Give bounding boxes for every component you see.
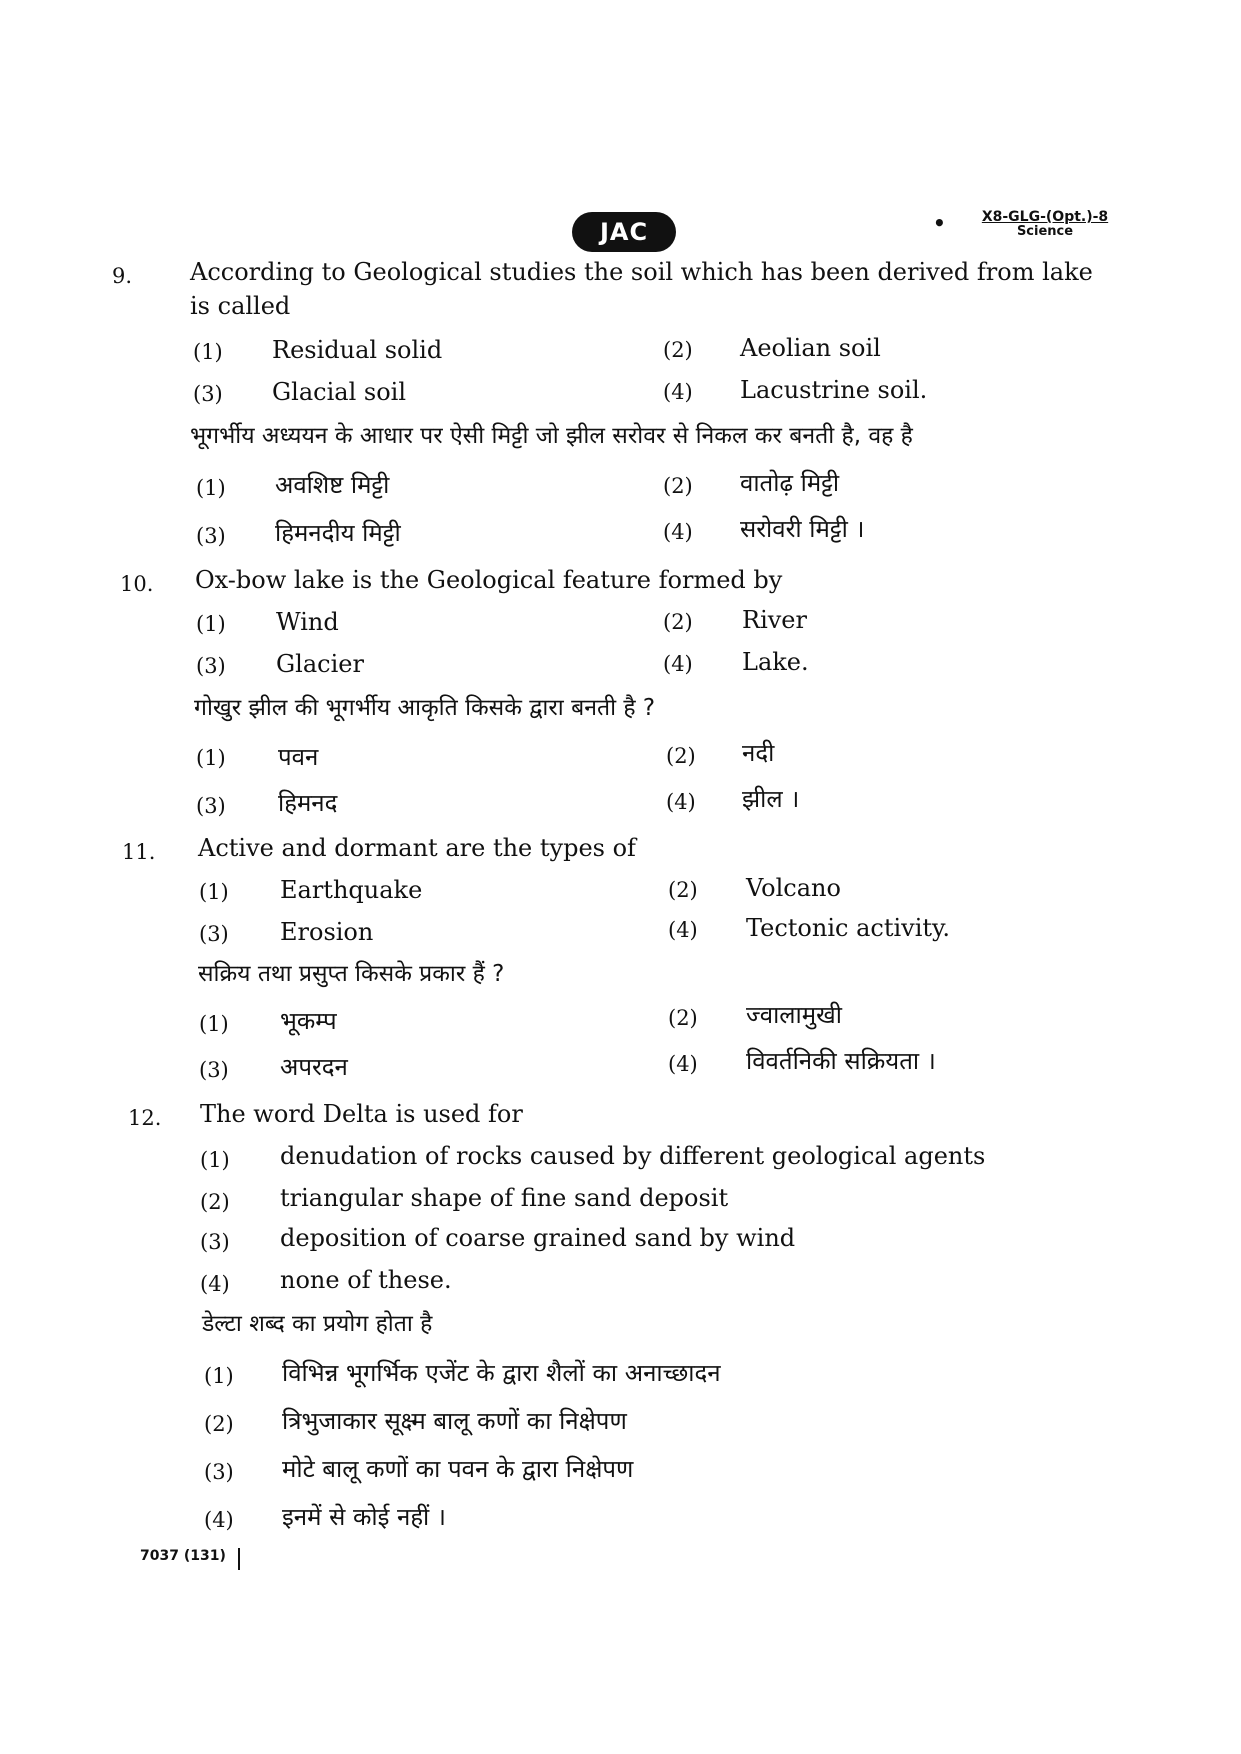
option-label: (2) <box>666 744 696 768</box>
option-label: (1) <box>200 1148 230 1172</box>
option-label: (1) <box>199 1012 229 1036</box>
option-label: (1) <box>193 340 223 364</box>
question-9-text-en-line1: According to Geological studies the soil which has been derived from lake <box>190 258 1093 286</box>
question-10-text-hi: गोखुर झील की भूगर्भीय आकृति किसके द्वारा बनती है ? <box>194 695 656 721</box>
paper-code <box>933 209 1135 240</box>
option-label: (2) <box>668 1006 698 1030</box>
question-11-option-2-hi: ज्वालामुखी <box>746 1001 842 1029</box>
question-10-number: 10. <box>120 572 154 596</box>
paper-subject: Science <box>1016 224 1074 240</box>
question-11-option-3-en: Erosion <box>280 918 374 946</box>
question-9-option-2-en: Aeolian soil <box>740 334 881 362</box>
option-label: (3) <box>199 922 229 946</box>
option-label: (1) <box>199 880 229 904</box>
option-label: (2) <box>663 338 693 362</box>
question-9-option-4-hi: सरोवरी मिट्टी । <box>740 515 865 543</box>
question-10-option-3-en: Glacier <box>276 650 364 678</box>
option-label: (4) <box>668 918 698 942</box>
question-10-option-1-hi: पवन <box>278 743 319 771</box>
question-12-option-1-en: denudation of rocks caused by different geological agents <box>280 1142 986 1170</box>
jac-badge: JAC <box>572 212 676 252</box>
option-label: (1) <box>204 1364 234 1388</box>
question-12-text-hi: डेल्टा शब्द का प्रयोग होता है <box>202 1311 433 1337</box>
question-10-option-1-en: Wind <box>276 608 339 636</box>
option-label: (3) <box>196 524 226 548</box>
question-9-option-3-en: Glacial soil <box>272 378 407 406</box>
option-label: (4) <box>200 1272 230 1296</box>
option-label: (1) <box>196 612 226 636</box>
option-label: (3) <box>204 1460 234 1484</box>
question-11-option-4-en: Tectonic activity. <box>746 914 951 942</box>
question-12-option-2-hi: त्रिभुजाकार सूक्ष्म बालू कणों का निक्षेपण <box>282 1407 627 1435</box>
question-12-option-2-en: triangular shape of fine sand deposit <box>280 1184 729 1212</box>
option-label: (4) <box>666 790 696 814</box>
option-label: (3) <box>199 1058 229 1082</box>
option-label: (1) <box>196 476 226 500</box>
question-10-option-4-hi: झील । <box>742 785 800 813</box>
option-label: (1) <box>196 746 226 770</box>
option-label: (4) <box>663 652 693 676</box>
question-11-option-3-hi: अपरदन <box>280 1053 348 1081</box>
question-11-option-2-en: Volcano <box>746 874 841 902</box>
option-label: (2) <box>663 610 693 634</box>
question-11-number: 11. <box>122 840 156 864</box>
option-label: (3) <box>196 794 226 818</box>
question-10-option-2-hi: नदी <box>742 739 775 767</box>
option-label: (4) <box>663 520 693 544</box>
question-12-option-3-en: deposition of coarse grained sand by wind <box>280 1224 796 1252</box>
option-label: (2) <box>663 474 693 498</box>
question-9-option-3-hi: हिमनदीय मिट्टी <box>275 519 401 547</box>
option-label: (2) <box>668 878 698 902</box>
question-9-text-en-line2: is called <box>190 292 291 320</box>
option-label: (3) <box>196 654 226 678</box>
question-10-option-4-en: Lake. <box>742 648 809 676</box>
option-label: (4) <box>204 1508 234 1532</box>
paper-code-line1: X8-GLG-(Opt.)-8 <box>981 209 1109 225</box>
question-9-number: 9. <box>112 264 133 288</box>
question-11-text-en: Active and dormant are the types of <box>198 834 636 862</box>
option-label: (2) <box>200 1190 230 1214</box>
question-9-option-2-hi: वातोढ़ मिट्टी <box>740 469 840 497</box>
option-label: (3) <box>200 1230 230 1254</box>
question-12-option-1-hi: विभिन्न भूगर्भिक एजेंट के द्वारा शैलों का अनाच्छादन <box>282 1359 721 1387</box>
question-9-option-1-en: Residual solid <box>272 336 443 364</box>
option-label: (3) <box>193 382 223 406</box>
question-9-text-hi: भूगर्भीय अध्ययन के आधार पर ऐसी मिट्टी जो झील सरोवर से निकल कर बनती है, वह है <box>190 423 913 449</box>
question-11-option-1-en: Earthquake <box>280 876 423 904</box>
question-12-option-4-en: none of these. <box>280 1266 452 1294</box>
bullet-dot: • <box>933 211 946 235</box>
question-12-text-en: The word Delta is used for <box>200 1100 523 1128</box>
question-12-option-4-hi: इनमें से कोई नहीं । <box>282 1503 447 1531</box>
option-label: (4) <box>668 1052 698 1076</box>
question-11-text-hi: सक्रिय तथा प्रसुप्त किसके प्रकार हैं ? <box>198 961 505 987</box>
question-12-number: 12. <box>128 1106 162 1130</box>
question-9-option-1-hi: अवशिष्ट मिट्टी <box>275 471 390 499</box>
question-12-option-3-hi: मोटे बालू कणों का पवन के द्वारा निक्षेपण <box>282 1455 634 1483</box>
question-11-option-1-hi: भूकम्प <box>280 1007 337 1035</box>
option-label: (2) <box>204 1412 234 1436</box>
question-10-option-2-en: River <box>742 606 807 634</box>
question-11-option-4-hi: विवर्तनिकी सक्रियता । <box>746 1047 936 1075</box>
page-footer-code: 7037 (131) <box>140 1548 240 1570</box>
question-9-option-4-en: Lacustrine soil. <box>740 376 928 404</box>
question-10-text-en: Ox-bow lake is the Geological feature formed by <box>195 566 783 594</box>
option-label: (4) <box>663 380 693 404</box>
question-10-option-3-hi: हिमनद <box>278 789 338 817</box>
